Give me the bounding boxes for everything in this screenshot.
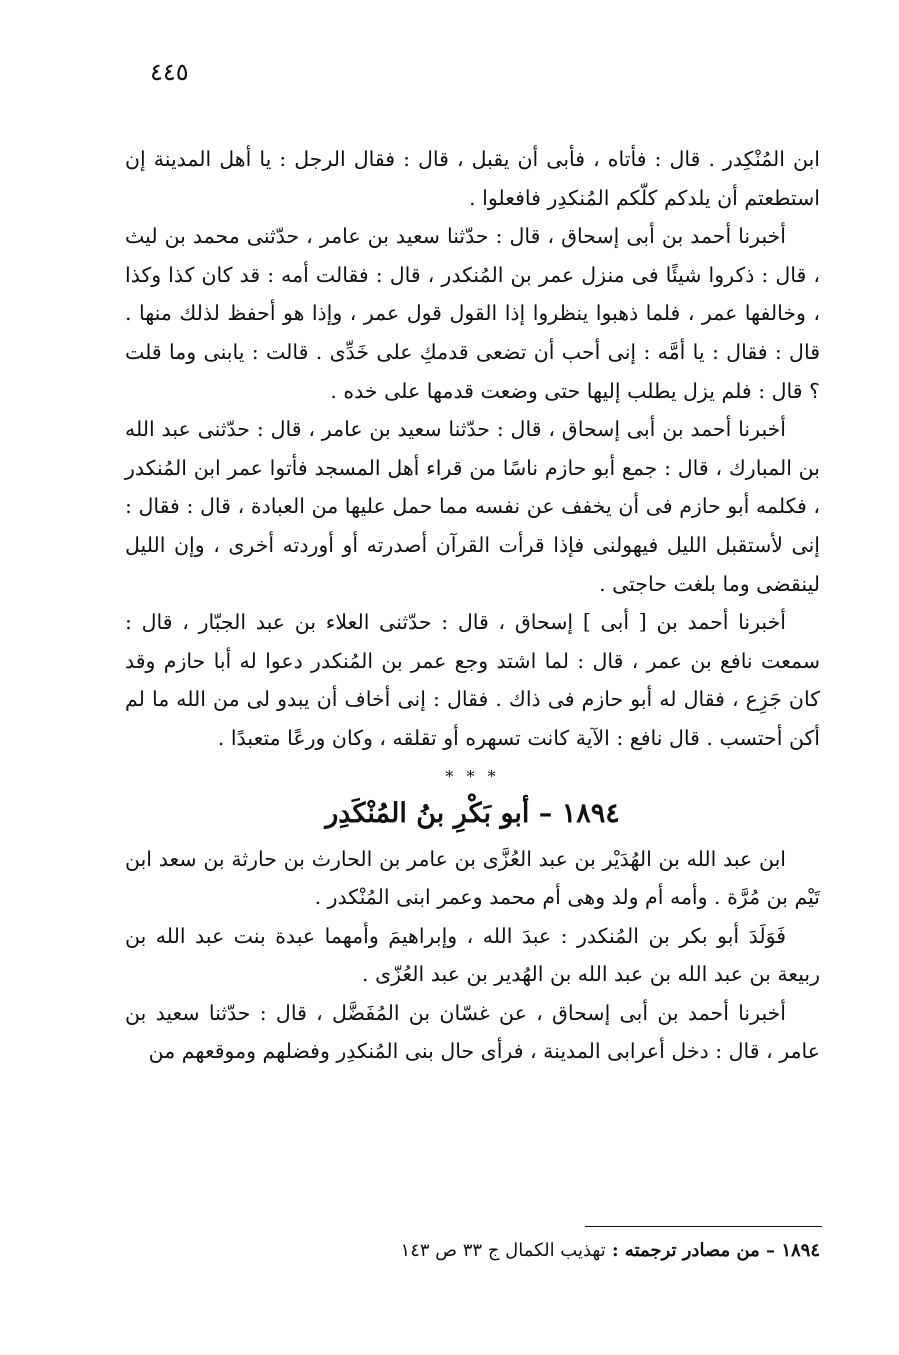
paragraph: أخبرنا أحمد بن أبى إسحاق ، عن غسّان بن المُفَضَّل ، قال : حدّثنا سعيد بن عامر ، قال : دخل أعرابى المدينة ، فرأى حال بنى المُنكدِر وفضلهم وموقعهم من	[125, 1000, 820, 1064]
main-text	[125, 140, 820, 1071]
entry-heading: ١٨٩٤ – أبو بَكْرِ بنُ المُنْكَدِر	[325, 797, 620, 829]
footnote-text: تهذيب الكمال ج ٣٣ ص ١٤٣	[400, 1240, 606, 1261]
paragraph: أخبرنا أحمد بن [ أبى ] إسحاق ، قال : حدّثنى العلاء بن عبد الجبّار ، قال : سمعت نافع بن عمر ، قال : لما اشتد وجع عمر بن المُنكدر دعوا له أبا حازم وقد كان جَزِع ، فقال له أبو حازم فى ذاك . فقال : إنى أخاف أن يبدو لى من الله ما لم أكن أحتسب . قال نافع : الآية كانت تسهره أو تقلقه ، وكان ورعًا متعبدًا .	[125, 610, 820, 750]
paragraph: ابن عبد الله بن الهُدَيْر بن عبد العُزَّى بن عامر بن الحارث بن حارثة بن سعد ابن تَيْم بن مُرَّة . وأمه أم ولد وهى أم محمد وعمر ابنى المُنْكدر .	[125, 846, 820, 910]
page-number: ٤٤٥	[150, 58, 189, 86]
paragraph: ابن المُنْكِدر . قال : فأتاه ، فأبى أن يقبل ، قال : فقال الرجل : يا أهل المدينة إن استطعتم أن يلدكم كلّكم المُنكدِر فافعلوا .	[125, 147, 820, 210]
section-separator: * * *	[445, 766, 500, 786]
paragraph: فَوَلَدَ أبو بكر بن المُنكدر : عبدَ الله ، وإبراهيمَ وأمهما عبدة بنت عبد الله بن ربيعة بن عبد الله بن عبد الله بن الهُدير بن عبد العُزّى .	[125, 923, 820, 987]
footnote-lead: ١٨٩٤ – من مصادر ترجمته :	[605, 1240, 820, 1261]
footnote	[125, 1234, 820, 1268]
paragraph: أخبرنا أحمد بن أبى إسحاق ، قال : حدّثنا سعيد بن عامر ، حدّثنى محمد بن ليث ، قال : ذكروا شيئًا فى منزل عمر بن المُنكدر ، قال : فقالت أمه : قد كان كذا وكذا ، وخالفها عمر ، فلما ذهبوا ينظروا إذا القول قول عمر ، وإذا هو أحفظ لذلك منها . قال : فقال : يا أمَّه : إنى أحب أن تضعى قدمكِ على خَدِّى . قالت : يابنى وما قلت ؟ قال : فلم يزل يطلب إليها حتى وضعت قدمها على خده .	[125, 224, 820, 403]
paragraph: أخبرنا أحمد بن أبى إسحاق ، قال : حدّثنا سعيد بن عامر ، قال : حدّثنى عبد الله بن المبارك ، قال : جمع أبو حازم ناسًا من قراء أهل المسجد فأتوا عمر ابن المُنكدر ، فكلمه أبو حازم فى أن يخفف عن نفسه مما حمل عليها من العبادة ، قال : فقال : إنى لأستقبل الليل فيهولنى فإذا قرأت القرآن أصدرته أو أوردته أخرى ، وإن الليل لينقضى وما بلغت حاجتى .	[125, 417, 820, 596]
footnote-divider	[585, 1226, 822, 1227]
